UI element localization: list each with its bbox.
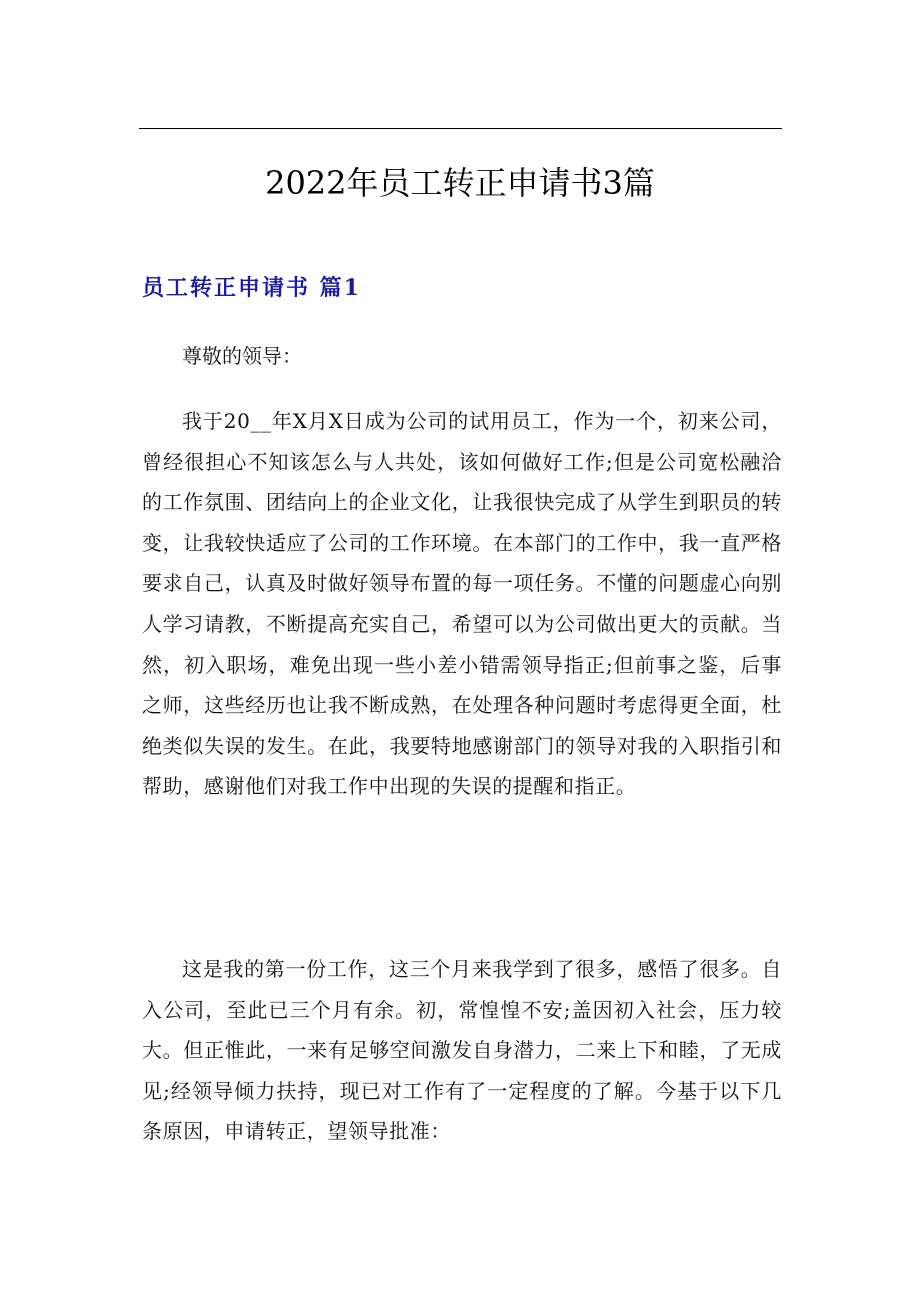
body-paragraph-2: 这是我的第一份工作，这三个月来我学到了很多，感悟了很多。自入公司，至此已三个月有余。初，常惶惶不安;盖因初入社会，压力较大。但正惟此，一来有足够空间激发自身潜力，二来上下和睦，了无成见;经领导倾力扶持，现已对工作有了一定程度的了解。今基于以下几条原因，申请转正，望领导批准： <box>142 957 782 1144</box>
section-heading: 员工转正申请书 篇1 <box>142 275 361 301</box>
salutation: 尊敬的领导： <box>182 344 302 368</box>
document-title: 2022年员工转正申请书3篇 <box>265 164 655 202</box>
body-paragraph-1: 我于20__年X月X日成为公司的试用员工，作为一个，初来公司，曾经很担心不知该怎么与人共处，该如何做好工作;但是公司宽松融洽的工作氛围、团结向上的企业文化，让我很快完成了从学生到职员的转变，让我较快适应了公司的工作环境。在本部门的工作中，我一直严格要求自己，认真及时做好领导布置的每一项任务。不懂的问题虚心向别人学习请教，不断提高充实自己，希望可以为公司做出更大的贡献。当然，初入职场，难免出现一些小差小错需领导指正;但前事之鉴，后事之师，这些经历也让我不断成熟，在处理各种问题时考虑得更全面，杜绝类似失误的发生。在此，我要特地感谢部门的领导对我的入职指引和帮助，感谢他们对我工作中出现的失误的提醒和指正。 <box>142 409 782 799</box>
header-rule <box>139 128 782 129</box>
